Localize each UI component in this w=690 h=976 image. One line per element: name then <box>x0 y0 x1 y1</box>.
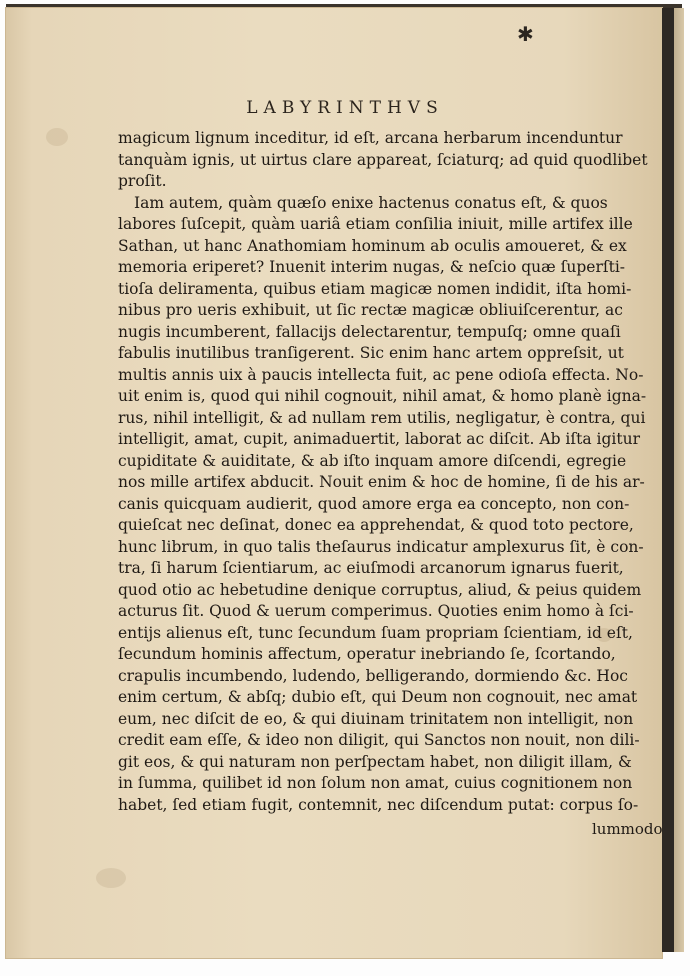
text-line: entijs alienus eſt, tunc ſecundum ſuam propriam ſcientiam, id eſt, <box>118 623 633 642</box>
catchword: lummodo <box>592 820 663 838</box>
text-line: memoria eriperet? Inuenit interim nugas, & neſcio quæ ſuperſti- <box>118 258 626 276</box>
text-line: intelligit, amat, cupit, animaduertit, laborat ac diſcit. Ab iſta igitur <box>118 430 640 448</box>
text-line: nibus pro ueris exhibuit, ut ſic rectæ magicæ obliuiſcerentur, ac <box>118 301 623 319</box>
text-line: canis quicquam audierit, quod amore erga ea concepto, non con- <box>118 494 630 513</box>
text-line: fabulis inutilibus tranſigerent. Sic enim hanc artem oppreſsit, ut <box>118 344 624 362</box>
text-line: rus, nihil intelligit, & ad nullam rem utilis, negligatur, è contra, qui <box>118 408 646 427</box>
text-line: magicum lignum inceditur, id eſt, arcana herbarum incenduntur <box>118 129 623 147</box>
text-line: enim certum, & abſq; dubio eſt, qui Deum non cognouit, nec amat <box>118 688 638 706</box>
paper-stain <box>46 128 68 146</box>
page-mark-glyph: ✱ <box>517 22 534 46</box>
text-line: nugis incumberent, fallacijs delectarentur, tempuſq; omne quaſi <box>118 322 621 341</box>
text-line: tra, ſi harum ſcientiarum, ac eiuſmodi arcanorum ignarus fuerit, <box>118 559 624 577</box>
text-line: habet, ſed etiam fugit, contemnit, nec diſcendum putat: corpus ſo- <box>118 795 639 814</box>
text-line: nos mille artifex abducit. Nouit enim & hoc de homine, ſi de his ar- <box>118 473 645 491</box>
text-line: multis annis uix à paucis intellecta fuit, ac pene odioſa effecta. No- <box>118 365 644 384</box>
text-line: proſit. <box>118 172 167 190</box>
text-line: git eos, & qui naturam non perſpectam habet, non diligit illam, & <box>118 752 632 771</box>
text-line: labores ſuſcepit, quàm uariâ etiam conſilia iniuit, mille artifex ille <box>118 215 633 233</box>
text-line: credit eam eſſe, & ideo non diligit, qui Sanctos non nouit, non dili- <box>118 731 640 749</box>
text-line: in ſumma, quilibet id non ſolum non amat, cuius cognitionem non <box>118 774 633 792</box>
running-head: LABYRINTHVS <box>246 98 444 118</box>
text-line: eum, nec diſcit de eo, & qui diuinam trinitatem non intelligit, non <box>118 709 634 728</box>
binding-edge <box>662 8 674 952</box>
text-line: quieſcat nec deſinat, donec ea apprehendat, & quod toto pectore, <box>118 516 634 534</box>
paper-stain <box>96 868 126 888</box>
text-line: uit enim is, quod qui nihil cognouit, nihil amat, & homo planè igna- <box>118 387 647 405</box>
next-page-edge <box>674 8 684 952</box>
paragraph-start-line: Iam autem, quàm quæſo enixe hactenus conatus eſt, & quos <box>134 193 608 212</box>
text-line: acturus ſit. Quod & uerum comperimus. Quoties enim homo à ſci- <box>118 602 634 620</box>
text-line: cupiditate & auiditate, & ab iſto inquam amore diſcendi, egregie <box>118 451 627 470</box>
text-line: tanquàm ignis, ut uirtus clare appareat, ſciaturq; ad quid quodlibet <box>118 150 648 169</box>
text-line: hunc librum, in quo talis theſaurus indicatur amplexurus ſit, è con- <box>118 537 644 556</box>
text-line: tioſa deliramenta, quibus etiam magicæ nomen indidit, iſta homi- <box>118 279 632 298</box>
text-line: Sathan, ut hanc Anathomiam hominum ab oculis amoueret, & ex <box>118 236 627 255</box>
body-text <box>118 128 658 816</box>
text-line: crapulis incumbendo, ludendo, belligerando, dormiendo &c. Hoc <box>118 666 628 685</box>
text-line: quod otio ac hebetudine denique corruptus, aliud, & peius quidem <box>118 580 642 599</box>
text-line: ſecundum hominis affectum, operatur inebriando ſe, ſcortando, <box>118 645 616 663</box>
